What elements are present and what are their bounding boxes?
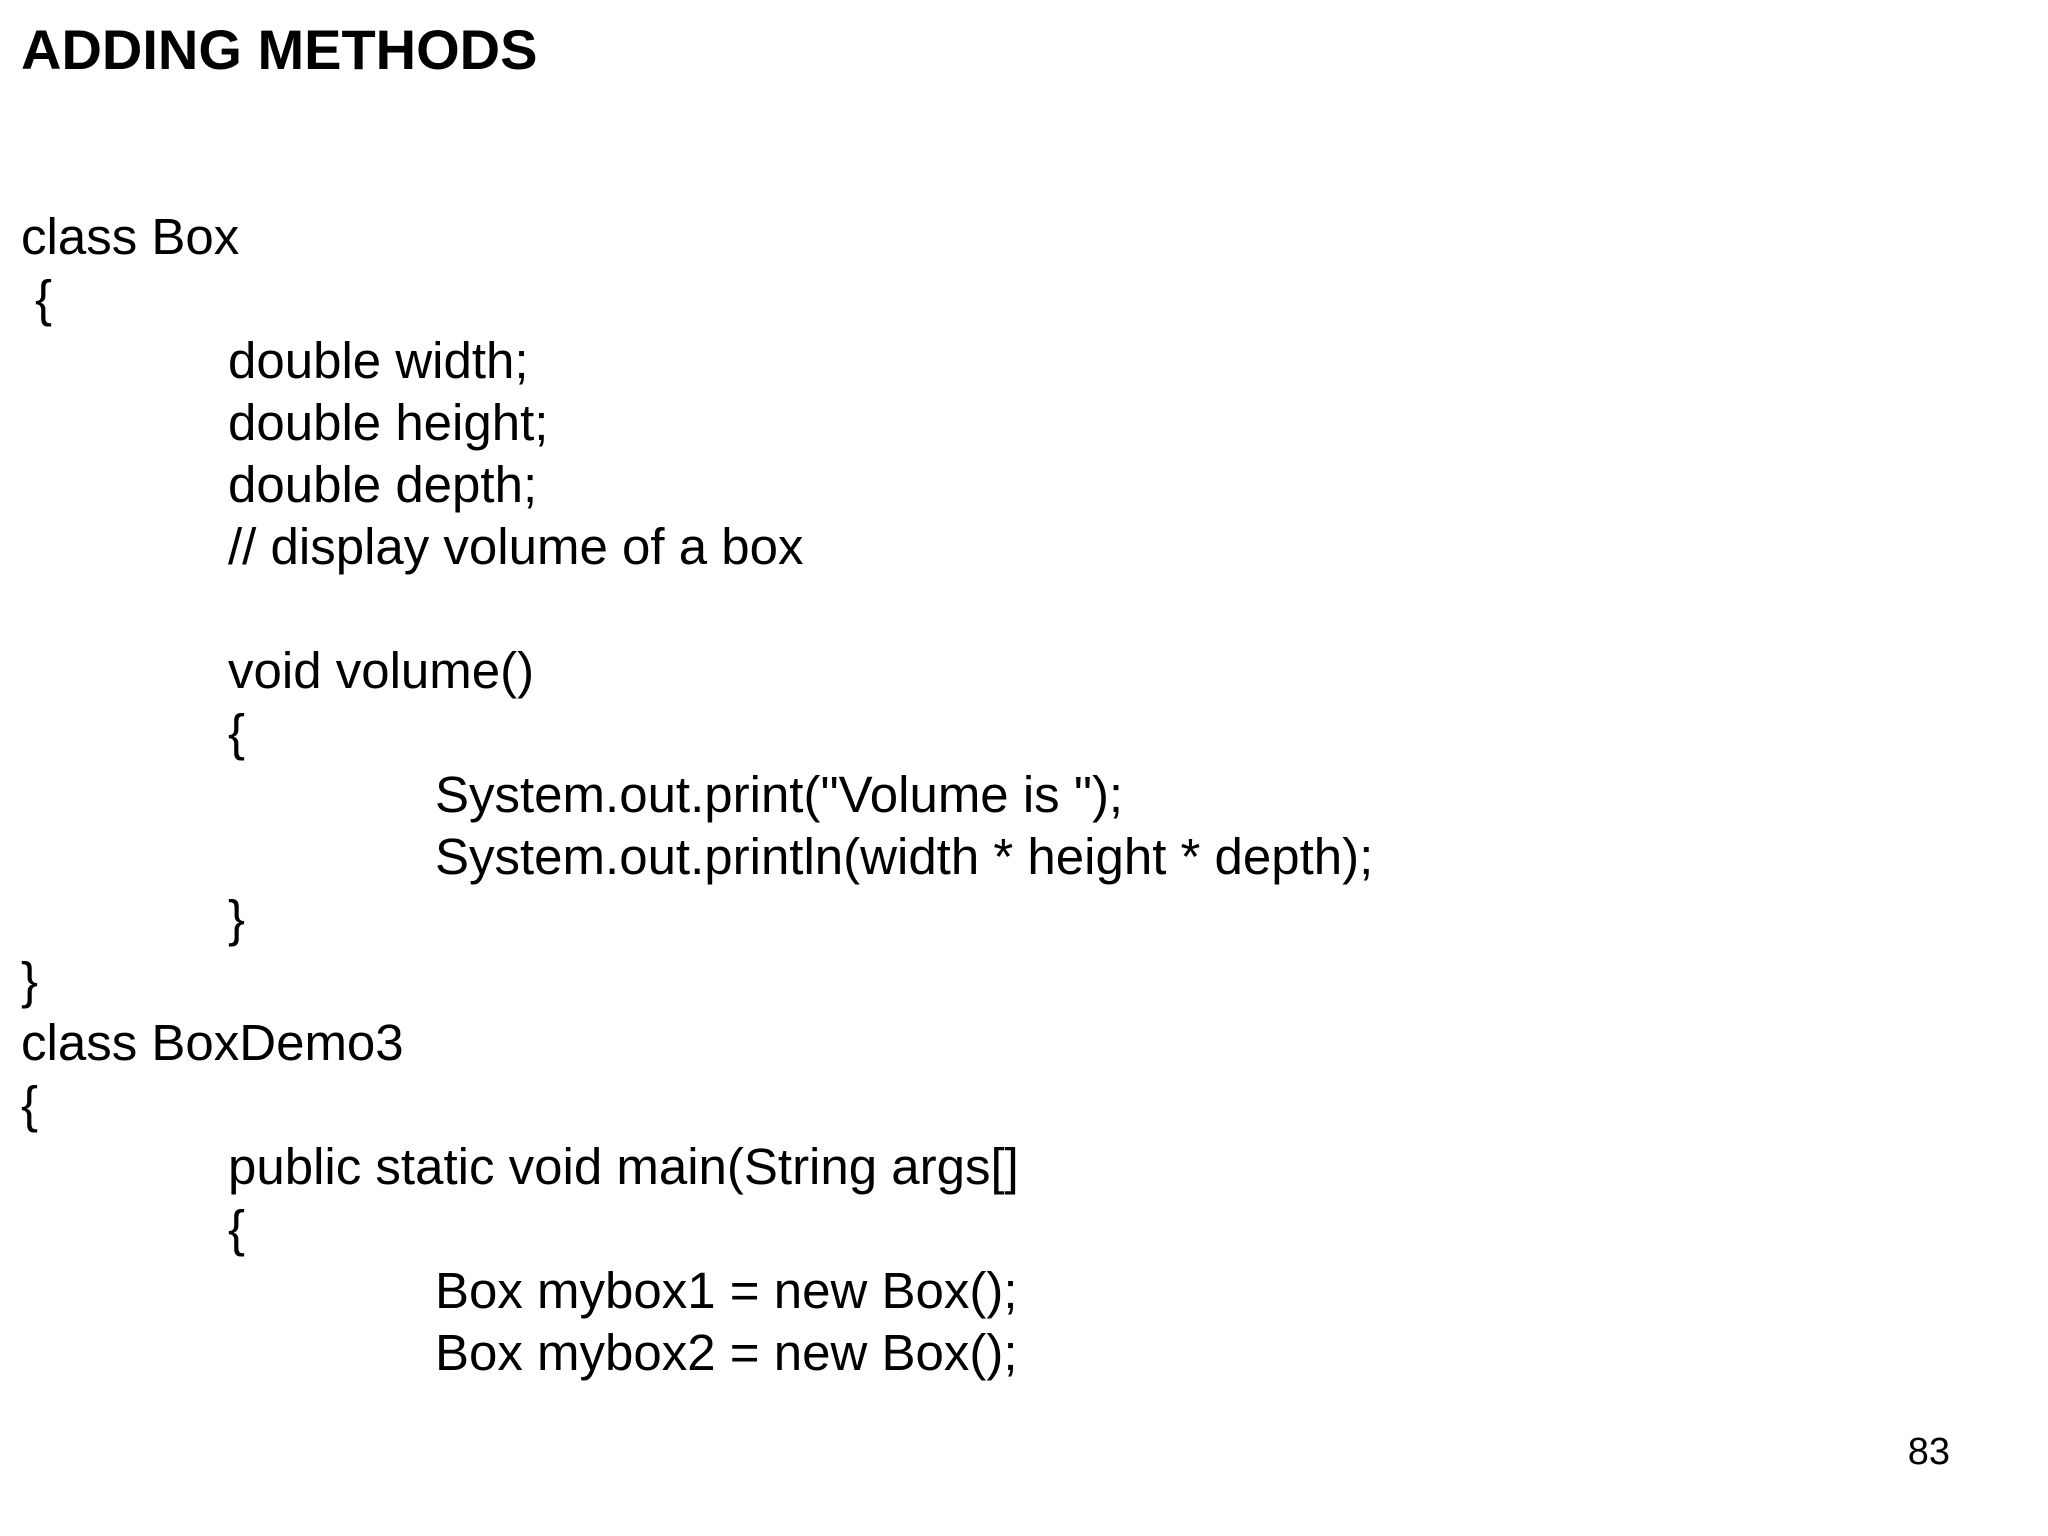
slide-title: ADDING METHODS xyxy=(21,18,538,81)
code-comment: // display volume of a box xyxy=(228,518,804,575)
code-line: System.out.print("Volume is "); xyxy=(435,766,1124,823)
code-line: } xyxy=(21,952,39,1009)
code-line: Box mybox2 = new Box(); xyxy=(435,1324,1018,1381)
code-line: class Box xyxy=(21,208,240,265)
code-line: { xyxy=(228,1200,246,1257)
code-line: Box mybox1 = new Box(); xyxy=(435,1262,1018,1319)
code-block xyxy=(21,206,1373,1384)
code-line: double depth; xyxy=(228,456,538,513)
code-line: void volume() xyxy=(228,642,535,699)
code-line: double height; xyxy=(228,394,549,451)
code-line: } xyxy=(228,890,246,947)
code-line: double width; xyxy=(228,332,529,389)
page-number: 83 xyxy=(1907,1431,1950,1473)
code-line: { xyxy=(21,1076,39,1133)
code-line: System.out.println(width * height * depth); xyxy=(435,828,1374,885)
code-line: public static void main(String args[] xyxy=(228,1138,1019,1195)
code-line: { xyxy=(228,704,246,761)
blank-line xyxy=(21,578,1373,640)
code-line: class BoxDemo3 xyxy=(21,1014,404,1071)
code-line: { xyxy=(35,270,53,327)
